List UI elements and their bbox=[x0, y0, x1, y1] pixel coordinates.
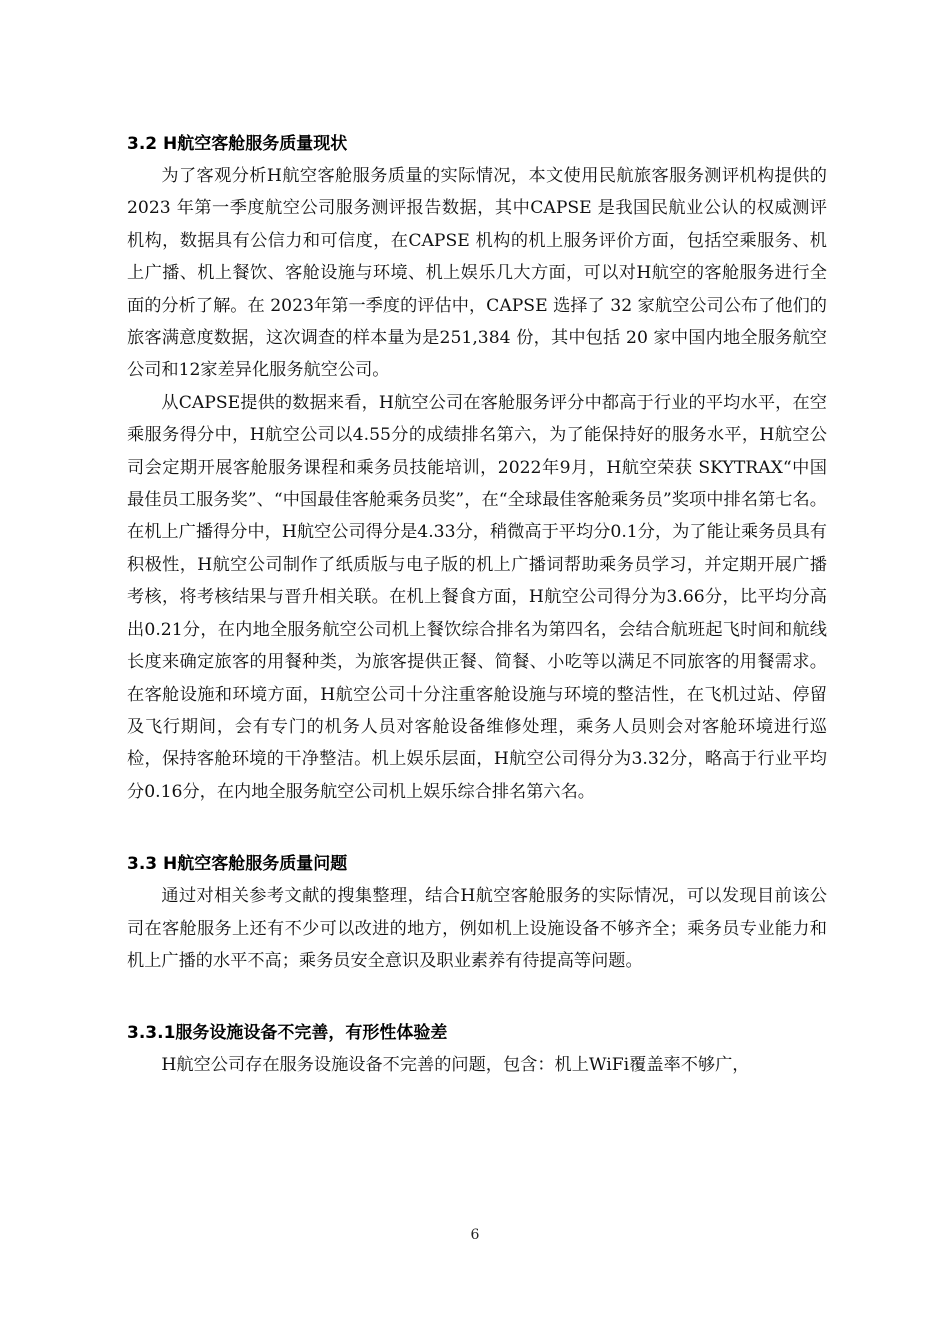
paragraph-3-2-capse-scores: 从CAPSE提供的数据来看，H航空公司在客舱服务评分中都高于行业的平均水平，在空乘服务得分中，H航空公司以4.55分的成绩排名第六，为了能保持好的服务水平，H航空公司会定期开展客舱服务课程和乘务员技能培训，2022年9月，H航空荣获 SKYTRAX“中国最佳员工服务奖”、“中国最佳客舱乘务员奖”，在“全球最佳客舱乘务员”奖项中排名第七名。在机上广播得分中，H航空公司得分是4.33分，稍微高于平均分0.1分，为了能让乘务员具有积极性，H航空公司制作了纸质版与电子版的机上广播词帮助乘务员学习，并定期开展广播考核，将考核结果与晋升相关联。在机上餐食方面，H航空公司得分为3.66分，比平均分高出0.21分，在内地全服务航空公司机上餐饮综合排名为第四名，会结合航班起飞时间和航线长度来确定旅客的用餐种类，为旅客提供正餐、简餐、小吃等以满足不同旅客的用餐需求。在客舱设施和环境方面，H航空公司十分注重客舱设施与环境的整洁性，在飞机过站、停留及飞行期间，会有专门的机务人员对客舱设备维修处理，乘务人员则会对客舱环境进行巡检，保持客舱环境的干净整洁。机上娱乐层面，H航空公司得分为3.32分，略高于行业平均分0.16分，在内地全服务航空公司机上娱乐综合排名第六名。 bbox=[127, 392, 827, 802]
paragraph-3-3-intro: 通过对相关参考文献的搜集整理，结合H航空客舱服务的实际情况，可以发现目前该公司在客舱服务上还有不少可以改进的地方，例如机上设施设备不够齐全；乘务员专业能力和机上广播的水平不高；乘务员安全意识及职业素养有待提高等问题。 bbox=[127, 886, 827, 971]
paragraph-3-2-intro: 为了客观分析H航空客舱服务质量的实际情况，本文使用民航旅客服务测评机构提供的 2023 年第一季度航空公司服务测评报告数据，其中CAPSE 是我国民航业公认的权威测评机构，数据具有公信力和可信度，在CAPSE 机构的机上服务评价方面，包括空乘服务、机上广播、机上餐饮、客舱设施与环境、机上娱乐几大方面，可以对H航空的客舱服务进行全面的分析了解。在 2023年第一季度的评估中，CAPSE 选择了 32 家航空公司公布了他们的旅客满意度数据，这次调查的样本量为是251,384 份，其中包括 20 家中国内地全服务航空公司和12家差异化服务航空公司。 bbox=[127, 166, 827, 381]
paragraph-3-3-1-start: H航空公司存在服务设施设备不完善的问题，包含：机上WiFi覆盖率不够广， bbox=[161, 1055, 750, 1076]
page-body bbox=[127, 128, 827, 1082]
section-spacer bbox=[127, 808, 827, 848]
page-number: 6 bbox=[470, 1227, 480, 1243]
section-heading-3-2: 3.2 H航空客舱服务质量现状 bbox=[127, 134, 348, 154]
section-heading-3-3: 3.3 H航空客舱服务质量问题 bbox=[127, 854, 348, 875]
section-heading-3-3-1: 3.3.1服务设施设备不完善，有形性体验差 bbox=[127, 1023, 448, 1044]
section-spacer bbox=[127, 977, 827, 1017]
